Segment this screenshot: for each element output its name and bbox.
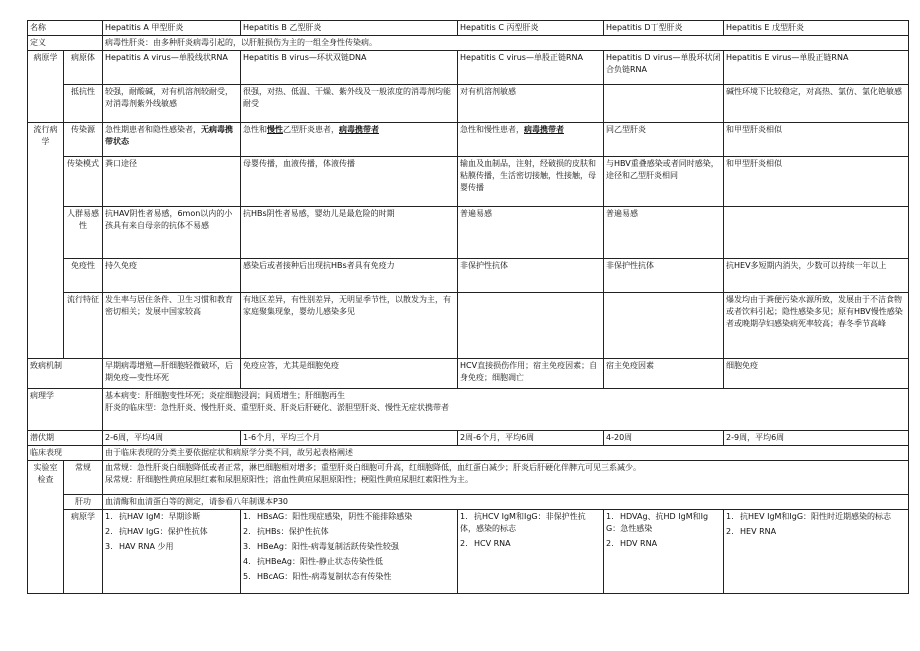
resistance-label: 抵抗性 bbox=[64, 85, 103, 123]
feature-e: 爆发均由于粪便污染水源所致，发展由于不洁食物或者饮料引起；隐性感染多见；原有HBV慢性感染者或晚期孕妇感染病死率较高；春冬季节高峰 bbox=[724, 293, 909, 359]
lab-liver-row bbox=[28, 495, 909, 510]
immunity-c: 非保护性抗体 bbox=[458, 259, 604, 293]
source-a-emphasis: 无病毒携带状态 bbox=[105, 125, 233, 146]
header-hepatitis-e: Hepatitis E 戊型肝炎 bbox=[724, 21, 909, 36]
lab-liver-text: 血清酶和血清蛋白等的测定，请参看八年制课本P30 bbox=[103, 495, 909, 510]
pathogenesis-a: 早期病毒增殖—肝细胞轻微破坏，后期免疫—变性坏死 bbox=[103, 359, 241, 389]
serology-b-item: 2. 抗HBs：保护性抗体 bbox=[243, 527, 329, 536]
immunity-d: 非保护性抗体 bbox=[604, 259, 724, 293]
source-b bbox=[241, 123, 458, 157]
source-a bbox=[103, 123, 241, 157]
lab-group-label: 实验室检查 bbox=[28, 461, 64, 594]
serology-a-item: 3. HAV RNA 少用 bbox=[105, 542, 174, 551]
incubation-label: 潜伏期 bbox=[28, 431, 103, 446]
serology-b-item: 3. HBeAg：阳性-病毒复制活跃传染性较强 bbox=[243, 542, 399, 551]
susceptible-label: 人群易感性 bbox=[64, 207, 103, 259]
susceptible-row bbox=[28, 207, 909, 259]
pathology-text bbox=[103, 389, 909, 431]
resistance-a: 较强，耐酸碱，对有机溶剂较耐受，对消毒剂紫外线敏感 bbox=[103, 85, 241, 123]
pathogen-label: 病原体 bbox=[64, 51, 103, 85]
pathogenesis-b: 免疫应答，尤其是细胞免疫 bbox=[241, 359, 458, 389]
serology-b-item: 5. HBcAG：阳性-病毒复制状态有传染性 bbox=[243, 572, 392, 581]
hepatitis-comparison-table bbox=[27, 20, 909, 594]
source-b-chronic: 慢性 bbox=[267, 125, 283, 134]
serology-d bbox=[604, 510, 724, 594]
serology-a bbox=[103, 510, 241, 594]
serology-b bbox=[241, 510, 458, 594]
feature-d bbox=[604, 293, 724, 359]
serology-c-item: 1. 抗HCV IgM和IgG：非保护性抗体，感染的标志 bbox=[460, 512, 586, 533]
source-d: 同乙型肝炎 bbox=[604, 123, 724, 157]
pathogenesis-e: 细胞免疫 bbox=[724, 359, 909, 389]
feature-row bbox=[28, 293, 909, 359]
incubation-b: 1-6个月，平均三个月 bbox=[241, 431, 458, 446]
feature-a: 发生率与居住条件、卫生习惯和教育密切相关；发展中国家较高 bbox=[103, 293, 241, 359]
definition-row bbox=[28, 36, 909, 51]
header-hepatitis-d: Hepatitis D丁型肝炎 bbox=[604, 21, 724, 36]
pathogenesis-row bbox=[28, 359, 909, 389]
route-label: 传染模式 bbox=[64, 157, 103, 207]
clinical-row bbox=[28, 446, 909, 461]
susceptible-e bbox=[724, 207, 909, 259]
serology-a-item: 1. 抗HAV IgM：早期诊断 bbox=[105, 512, 201, 521]
serology-b-item: 1. HBsAG：阳性现症感染，阴性不能排除感染 bbox=[243, 512, 413, 521]
feature-b: 有地区差异，有性别差异，无明显季节性，以散发为主，有家庭聚集现象，婴幼儿感染多见 bbox=[241, 293, 458, 359]
lab-serology-row bbox=[28, 510, 909, 594]
source-row bbox=[28, 123, 909, 157]
source-c-carrier: 病毒携带者 bbox=[524, 125, 564, 134]
header-row bbox=[28, 21, 909, 36]
epidemiology-group-label: 流行病学 bbox=[28, 123, 64, 359]
pathology-line-basic: 基本病变：肝细胞变性坏死；炎症细胞浸润；间质增生；肝细胞再生 bbox=[105, 391, 345, 400]
resistance-e: 碱性环境下比较稳定，对高热、氯仿、氯化铯敏感 bbox=[724, 85, 909, 123]
serology-e-item: 1. 抗HEV IgM和IgG：阳性时近期感染的标志 bbox=[726, 512, 892, 521]
resistance-c: 对有机溶剂敏感 bbox=[458, 85, 604, 123]
incubation-e: 2-9周，平均6周 bbox=[724, 431, 909, 446]
source-c-text: 急性和慢性患者， bbox=[460, 125, 524, 134]
serology-d-item: 2. HDV RNA bbox=[606, 539, 658, 548]
serology-b-item: 4. 抗HBeAg：阳性-静止状态传染性低 bbox=[243, 557, 383, 566]
pathogenesis-d: 宿主免疫因素 bbox=[604, 359, 724, 389]
lab-serology-label: 病原学 bbox=[64, 510, 103, 594]
pathogenesis-label: 致病机制 bbox=[28, 359, 103, 389]
immunity-e: 抗HEV多短期内消失，少数可以持续一年以上 bbox=[724, 259, 909, 293]
feature-c bbox=[458, 293, 604, 359]
incubation-c: 2周-6个月，平均6周 bbox=[458, 431, 604, 446]
source-c bbox=[458, 123, 604, 157]
lab-routine-text bbox=[103, 461, 909, 495]
lab-routine-label: 常规 bbox=[64, 461, 103, 495]
route-d: 与HBV重叠感染或者同时感染，途径和乙型肝炎相同 bbox=[604, 157, 724, 207]
pathogen-e: Hepatitis E virus—单股正链RNA bbox=[724, 51, 909, 85]
incubation-row bbox=[28, 431, 909, 446]
susceptible-c: 普遍易感 bbox=[458, 207, 604, 259]
serology-e bbox=[724, 510, 909, 594]
header-hepatitis-b: Hepatitis B 乙型肝炎 bbox=[241, 21, 458, 36]
immunity-row bbox=[28, 259, 909, 293]
etiology-group-label: 病原学 bbox=[28, 51, 64, 123]
source-e: 和甲型肝炎相似 bbox=[724, 123, 909, 157]
susceptible-a: 抗HAV阴性者易感，6mon以内的小孩具有来自母亲的抗体不易感 bbox=[103, 207, 241, 259]
source-b-text2: 乙型肝炎患者， bbox=[283, 125, 339, 134]
header-name: 名称 bbox=[28, 21, 103, 36]
lab-urine-routine: 尿常规：肝细胞性黄疸尿胆红素和尿胆原阳性；溶血性黄疸尿胆原阳性；梗阻性黄疸尿胆红素阳性为主。 bbox=[105, 475, 473, 484]
serology-c bbox=[458, 510, 604, 594]
immunity-b: 感染后或者接种后出现抗HBs者具有免疫力 bbox=[241, 259, 458, 293]
incubation-d: 4-20周 bbox=[604, 431, 724, 446]
definition-label: 定义 bbox=[28, 36, 103, 51]
pathogen-row bbox=[28, 51, 909, 85]
route-c: 输血及血制品，注射，经破损的皮肤和粘膜传播，生活密切接触，性接触，母婴传播 bbox=[458, 157, 604, 207]
immunity-a: 持久免疫 bbox=[103, 259, 241, 293]
route-a: 粪口途径 bbox=[103, 157, 241, 207]
lab-blood-routine: 血常规：急性肝炎白细胞降低或者正常，淋巴细胞相对增多；重型肝炎白细胞可升高，红细胞降低，血红蛋白减少；肝炎后肝硬化伴脾亢可见三系减少。 bbox=[105, 463, 641, 472]
lab-liver-label: 肝功 bbox=[64, 495, 103, 510]
lab-routine-row bbox=[28, 461, 909, 495]
clinical-label: 临床表现 bbox=[28, 446, 103, 461]
pathogen-c: Hepatitis C virus—单股正链RNA bbox=[458, 51, 604, 85]
incubation-a: 2-6周，平均4周 bbox=[103, 431, 241, 446]
definition-text: 病毒性肝炎：由多种肝炎病毒引起的，以肝脏损伤为主的一组全身性传染病。 bbox=[103, 36, 909, 51]
pathology-row bbox=[28, 389, 909, 431]
header-hepatitis-a: Hepatitis A 甲型肝炎 bbox=[103, 21, 241, 36]
feature-label: 流行特征 bbox=[64, 293, 103, 359]
resistance-b: 很强，对热、低温、干燥、紫外线及一般浓度的消毒剂均能耐受 bbox=[241, 85, 458, 123]
pathogen-d: Hepatitis D virus—单股环状闭合负链RNA bbox=[604, 51, 724, 85]
serology-a-item: 2. 抗HAV IgG：保护性抗体 bbox=[105, 527, 208, 536]
source-b-text1: 急性和 bbox=[243, 125, 267, 134]
source-b-carrier: 病毒携带者 bbox=[339, 125, 379, 134]
pathogen-a: Hepatitis A virus—单股线状RNA bbox=[103, 51, 241, 85]
serology-d-item: 1. HDVAg、抗HD IgM和IgG：急性感染 bbox=[606, 512, 709, 533]
susceptible-b: 抗HBs阴性者易感，婴幼儿是最危险的时期 bbox=[241, 207, 458, 259]
source-a-text: 急性期患者和隐性感染者， bbox=[105, 125, 201, 134]
immunity-label: 免疫性 bbox=[64, 259, 103, 293]
clinical-text: 由于临床表现的分类主要依据症状和病原学分类不同，故另起表格阐述 bbox=[103, 446, 909, 461]
route-e: 和甲型肝炎相似 bbox=[724, 157, 909, 207]
susceptible-d: 普遍易感 bbox=[604, 207, 724, 259]
resistance-row bbox=[28, 85, 909, 123]
source-label: 传染源 bbox=[64, 123, 103, 157]
header-hepatitis-c: Hepatitis C 丙型肝炎 bbox=[458, 21, 604, 36]
route-row bbox=[28, 157, 909, 207]
pathology-label: 病理学 bbox=[28, 389, 103, 431]
route-b: 母婴传播，血液传播，体液传播 bbox=[241, 157, 458, 207]
pathology-line-clinical-types: 肝炎的临床型：急性肝炎、慢性肝炎、重型肝炎、肝炎后肝硬化、淤胆型肝炎、慢性无症状携带者 bbox=[105, 403, 449, 412]
serology-c-item: 2. HCV RNA bbox=[460, 539, 511, 548]
pathogenesis-c: HCV直接损伤作用；宿主免疫因素；自身免疫；细胞凋亡 bbox=[458, 359, 604, 389]
pathogen-b: Hepatitis B virus—环状双链DNA bbox=[241, 51, 458, 85]
resistance-d bbox=[604, 85, 724, 123]
serology-e-item: 2. HEV RNA bbox=[726, 527, 777, 536]
